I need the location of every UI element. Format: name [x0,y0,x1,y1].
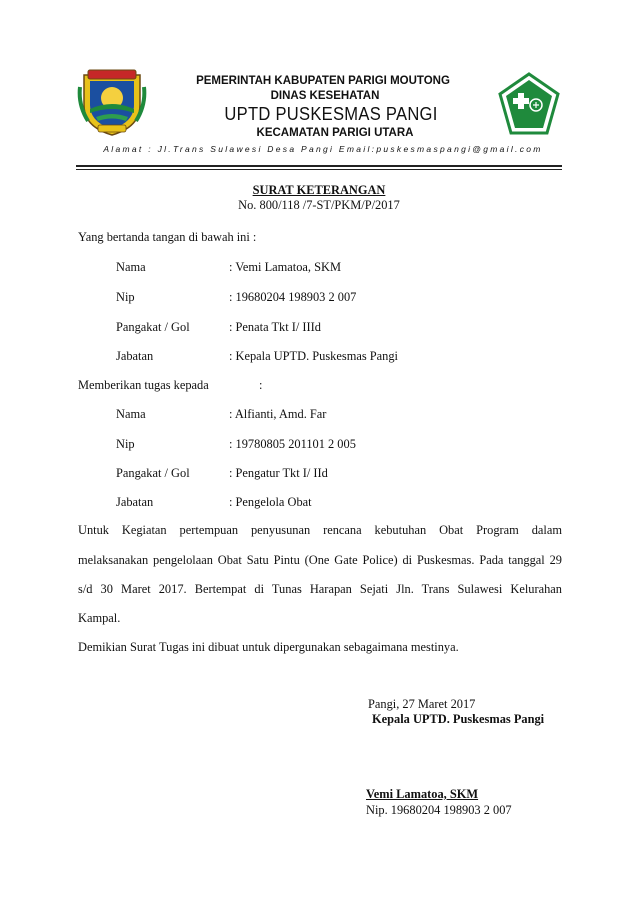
assign-label: Memberikan tugas kepada [78,378,209,392]
letterhead-rule-thick [76,165,562,167]
place-date: Pangi, 27 Maret 2017 [368,697,476,711]
letter-title: SURAT KETERANGAN [252,183,386,197]
letter-number: No. 800/118 /7-ST/PKM/P/2017 [238,198,400,212]
signatory-name: Vemi Lamatoa, SKM [366,787,479,801]
letterhead-district: KECAMATAN PARIGI UTARA [256,127,414,139]
assignee-position-value: : Pengelola Obat [229,495,312,509]
signer-rank-label: Pangakat / Gol [116,320,190,334]
closing-text: Demikian Surat Tugas ini dibuat untuk dipergunakan sebagaimana mestinya. [78,640,459,654]
signer-position-label: Jabatan [116,349,154,363]
signer-rank-value: : Penata Tkt I/ IIId [229,320,321,334]
body-line-1: Untuk Kegiatan pertempuan penyusunan rencana kebutuhan Obat Program dalam [78,523,562,537]
assign-colon: : [259,378,263,392]
letterhead-government: PEMERINTAH KABUPATEN PARIGI MOUTONG [196,75,450,87]
letterhead-rule-thin [76,169,562,170]
signer-name-label: Nama [116,260,146,274]
letterhead-department: DINAS KESEHATAN [270,90,380,102]
signer-nip-label: Nip [116,290,135,304]
assignee-position-label: Jabatan [116,495,154,509]
assignee-name-value: : Alfianti, Amd. Far [229,407,327,421]
signer-name-value: : Vemi Lamatoa, SKM [229,260,341,274]
assignee-rank-value: : Pengatur Tkt I/ IId [229,466,328,480]
letterhead-address: Alamat : Jl.Trans Sulawesi Desa Pangi Email:puskesmaspangi@gmail.com [103,144,543,154]
signatory-nip: Nip. 19680204 198903 2 007 [366,803,512,817]
assignee-rank-label: Pangakat / Gol [116,466,190,480]
body-line-4: Kampal. [78,611,121,625]
intro-text: Yang bertanda tangan di bawah ini : [78,230,257,244]
assignee-nip-label: Nip [116,437,135,451]
signatory-position: Kepala UPTD. Puskesmas Pangi [372,712,545,726]
body-line-3: s/d 30 Maret 2017. Bertempat di Tunas Harapan Sejati Jln. Trans Sulawesi Kelurahan [78,582,562,596]
assignee-nip-value: : 19780805 201101 2 005 [229,437,356,451]
signer-nip-value: : 19680204 198903 2 007 [229,290,357,304]
assignee-name-label: Nama [116,407,146,421]
signer-position-value: : Kepala UPTD. Puskesmas Pangi [229,349,398,363]
letterhead-institution: UPTD PUSKESMAS PANGI [224,104,438,124]
body-line-2: melaksanakan pengelolaan Obat Satu Pintu (One Gate Police) di Puskesmas. Pada tanggal 29 [78,553,562,567]
